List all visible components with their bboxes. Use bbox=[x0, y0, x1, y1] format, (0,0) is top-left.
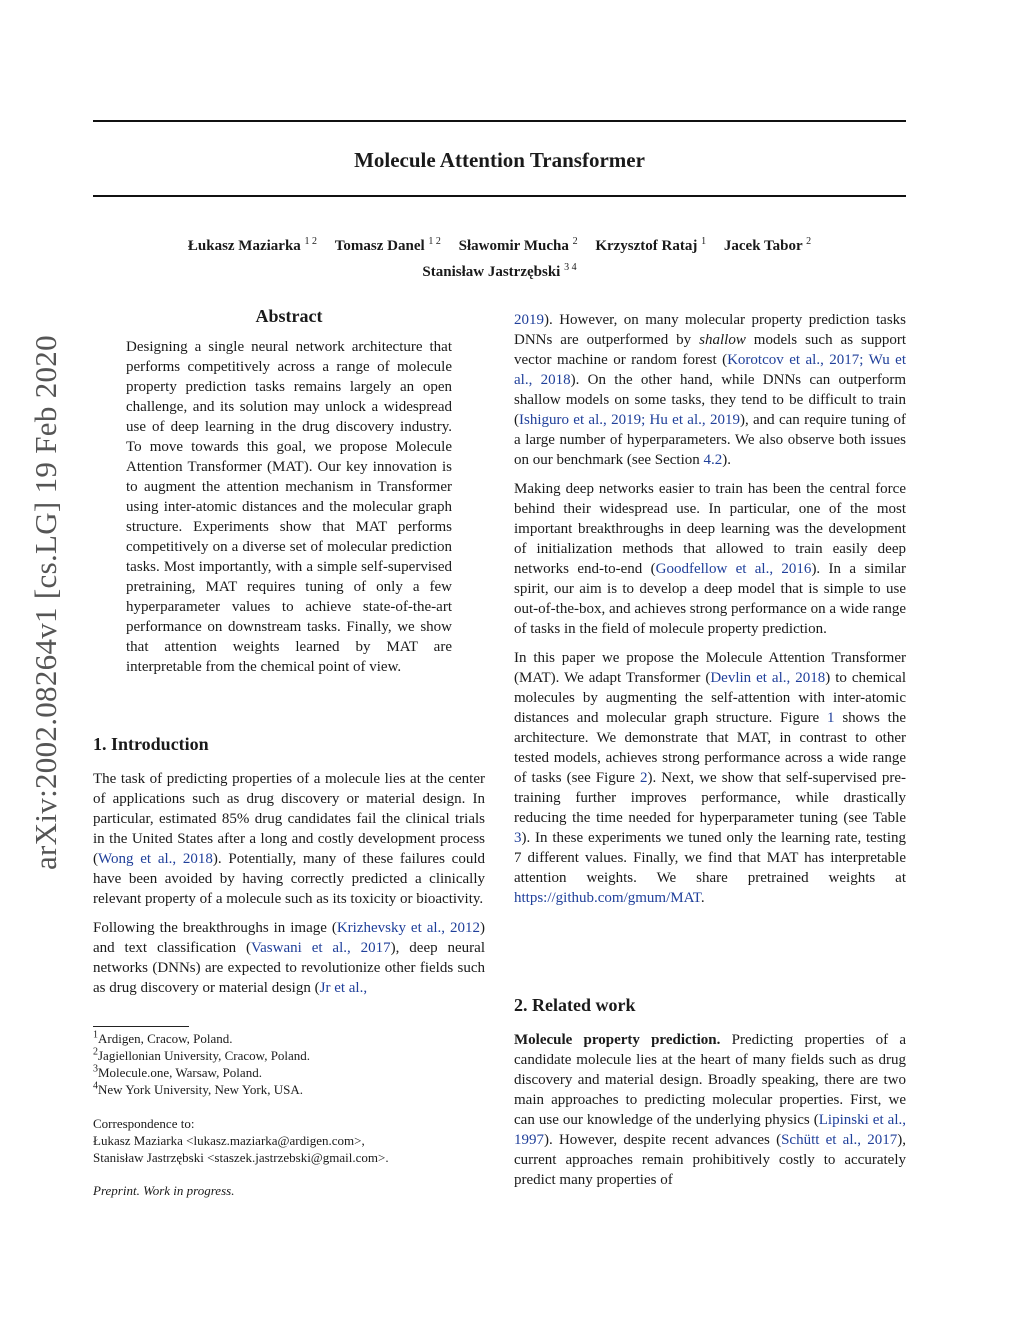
citation-link[interactable]: Ishiguro et al., 2019; Hu et al., 2019 bbox=[519, 412, 740, 428]
intro-paragraph-4: Making deep networks easier to train has been the central force behind their widespread use. In particular, one of the most important breakthroughs in deep learning was the development of initialization methods that allowed to train easily deep networks end-to-end (Goodfellow et al., 2016). In a similar spirit, our aim is to develop a deep model that is simple to use out-of-the-box, and achieves strong performance on a wide range of tasks in the field of molecule property prediction. bbox=[514, 481, 906, 637]
section-heading-introduction: 1. Introduction bbox=[93, 734, 209, 754]
citation-link[interactable]: Korotcov et al., 2017; Wu et al., 2018 bbox=[514, 352, 906, 388]
author-list bbox=[93, 231, 906, 283]
affiliation-footnotes bbox=[93, 1030, 493, 1098]
github-url-link[interactable]: https://github.com/gmum/MAT bbox=[514, 890, 701, 906]
arxiv-side-label: arXiv:2002.08264v1 [cs.LG] 19 Feb 2020 bbox=[28, 335, 63, 870]
author: Łukasz Maziarka $^{1 2}$ bbox=[187, 236, 318, 254]
author: Krzysztof Rataj $^1$ bbox=[595, 236, 707, 254]
correspondence-line: Stanisław Jastrzębski <staszek.jastrzebski@gmail.com>. bbox=[93, 1150, 389, 1165]
abstract-text: Designing a single neural network architecture that performs competitively across a range of molecule property prediction tasks remains largely an open challenge, and its solution may unlock a widespread use of deep learning in the drug discovery industry. To move towards this goal, we propose Molecule Attention Transformer (MAT). Our key innovation is to augment the attention mechanism in Transformer using inter-atomic distances and the molecular graph structure. Experiments show that MAT performs competitively on a diverse set of molecular prediction tasks. Most importantly, with a simple self-supervised pretraining, MAT requires tuning of only a few hyperparameter values to achieve state-of-the-art performance on downstream tasks. Finally, we show that attention weights learned by MAT are interpretable from the chemical point of view. bbox=[126, 339, 452, 675]
footnote: $^4$New York University, New York, USA. bbox=[93, 1080, 304, 1097]
author: Stanisław Jastrzębski $^{3 4}$ bbox=[422, 262, 577, 280]
author: Jacek Tabor $^2$ bbox=[723, 236, 812, 254]
figure-ref-link[interactable]: 1 bbox=[827, 710, 835, 726]
intro-paragraph-3: 2019). However, on many molecular property prediction tasks DNNs are outperformed by shallow models such as support vector machine or random forest (Korotcov et al., 2017; Wu et al., 2018). On the other hand, while DNNs can outperform shallow models on some tasks, they tend to be difficult to train (Ishiguro et al., 2019; Hu et al., 2019), and can require tuning of a large number of hyperparameters. We also observe both issues on our benchmark (see Section 4.2). bbox=[514, 312, 907, 468]
right-column-body bbox=[514, 310, 906, 917]
figure-ref-link[interactable]: 2 bbox=[639, 770, 648, 786]
title-rule bbox=[93, 195, 906, 197]
citation-link[interactable]: Schütt et al., 2017 bbox=[781, 1132, 898, 1148]
top-rule bbox=[93, 120, 906, 122]
intro-paragraph-5: In this paper we propose the Molecule Attention Transformer (MAT). We adapt Transformer (Devlin et al., 2018) to chemical molecules by augmenting the self-attention with inter-atomic distances and molecular graph structure. Figure 1 shows the architecture. We demonstrate that MAT, in contrast to other tested models, achieves strong performance across a wide range of tasks (see Figure 2). Next, we show that self-supervised pre-training further improves performance, while drastically reducing the time needed for hyperparameter tuning (see Table 3). In these experiments we tuned only the learning rate, testing 7 different values. Finally, we find that MAT has interpretable attention weights. We share pretrained weights at https://github.com/gmum/MAT. bbox=[514, 650, 907, 906]
intro-paragraph-1: The task of predicting properties of a molecule lies at the center of applications such as drug discovery or material design. In particular, estimated 85% drug candidates fail the clinical trials in the United States after a long and costly development process (Wong et al., 2018). Potentially, many of these failures could have been avoided by having correctly predicted a clinically relevant property of a molecule such as its toxicity or bioactivity. bbox=[93, 771, 485, 907]
citation-link[interactable]: Goodfellow et al., 2016 bbox=[655, 561, 812, 577]
related-work-body bbox=[514, 1030, 906, 1199]
footnote: $^3$Molecule.one, Warsaw, Poland. bbox=[93, 1063, 262, 1080]
abstract-heading: Abstract bbox=[255, 306, 323, 326]
left-column-body bbox=[93, 769, 485, 1007]
citation-link[interactable]: Devlin et al., 2018 bbox=[710, 670, 826, 686]
citation-link[interactable]: Vaswani et al., 2017 bbox=[250, 940, 391, 956]
author: Tomasz Danel $^{1 2}$ bbox=[334, 236, 441, 254]
preprint-note: Preprint. Work in progress. bbox=[93, 1183, 235, 1198]
author: Sławomir Mucha $^2$ bbox=[458, 236, 578, 254]
citation-link[interactable]: 2019 bbox=[514, 312, 544, 328]
correspondence-line: Łukasz Maziarka <lukasz.maziarka@ardigen.com>, bbox=[93, 1133, 365, 1148]
citation-link[interactable]: Jr et al., bbox=[319, 980, 368, 996]
section-ref-link[interactable]: 4.2 bbox=[703, 452, 723, 468]
correspondence: Correspondence to: Łukasz Maziarka <lukasz.maziarka@ardigen.com>, Stanisław Jastrzębski <staszek.jastrzebski@gmail.com>. bbox=[93, 1115, 513, 1166]
related-paragraph-1: Molecule property prediction. Predicting properties of a candidate molecule lies at the heart of many fields such as drug discovery and material design. Broadly speaking, there are two main approaches to predicting molecular properties. First, we can use our knowledge of the underlying physics (Lipinski et al., 1997). However, despite recent advances (Schütt et al., 2017), current approaches remain prohibitively costly to accurately predict many properties of bbox=[514, 1032, 906, 1188]
footnote: $^1$Ardigen, Cracow, Poland. bbox=[93, 1029, 233, 1046]
citation-link[interactable]: Krizhevsky et al., 2012 bbox=[336, 920, 480, 936]
paper-title: Molecule Attention Transformer bbox=[354, 148, 645, 172]
footnote-rule bbox=[93, 1026, 189, 1027]
citation-link[interactable]: Lipinski et al., 1997 bbox=[514, 1112, 906, 1148]
citation-link[interactable]: Wong et al., 2018 bbox=[98, 851, 213, 867]
table-ref-link[interactable]: 3 bbox=[514, 830, 522, 846]
section-heading-related-work: 2. Related work bbox=[514, 995, 636, 1015]
intro-paragraph-2: Following the breakthroughs in image (Krizhevsky et al., 2012) and text classification (Vaswani et al., 2017), deep neural networks (DNNs) are expected to revolutionize other fields such as drug discovery or material design (Jr et al., bbox=[93, 920, 485, 996]
footnote: $^2$Jagiellonian University, Cracow, Poland. bbox=[93, 1046, 311, 1063]
